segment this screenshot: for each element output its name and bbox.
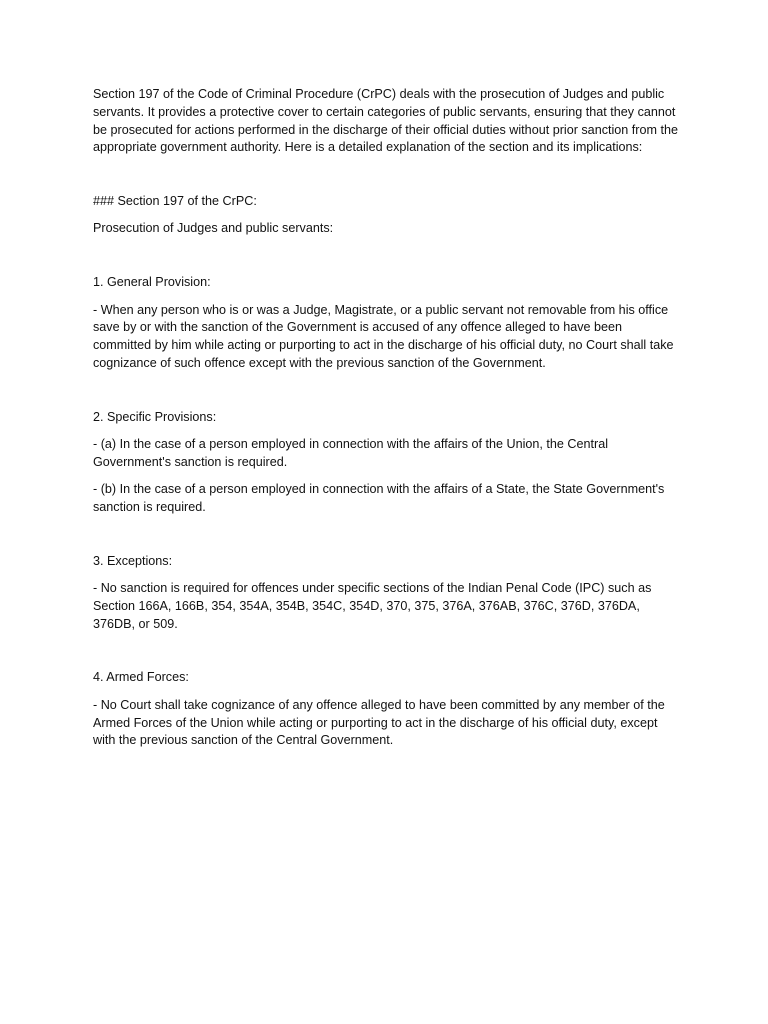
section-subheading: Prosecution of Judges and public servants: — [93, 221, 334, 236]
section-title-general-provision: 1. General Provision: — [93, 275, 211, 290]
section-heading: ### Section 197 of the CrPC: — [93, 194, 257, 209]
section-title-armed-forces: 4. Armed Forces: — [93, 670, 189, 685]
document-body — [93, 86, 683, 760]
section-title-exceptions: 3. Exceptions: — [93, 553, 173, 568]
bullet-general-provision: - When any person who is or was a Judge, Magistrate, or a public servant not removable from his office save by or with the sanction of the Government is accused of any offence alleged to have been committed by him while acting or purporting to act in the discharge of his official duty, no Court shall take cognizance of such offence except with the previous sanction of the Government. — [93, 302, 674, 370]
bullet-specific-provision-b: - (b) In the case of a person employed in connection with the affairs of a State, the State Government's sanction is required. — [93, 482, 665, 514]
bullet-armed-forces: - No Court shall take cognizance of any offence alleged to have been committed by any member of the Armed Forces of the Union while acting or purporting to act in the discharge of his official duty, except with the previous sanction of the Central Government. — [93, 697, 665, 748]
intro-paragraph: Section 197 of the Code of Criminal Procedure (CrPC) deals with the prosecution of Judges and public servants. It provides a protective cover to certain categories of public servants, ensuring that they cannot be prosecuted for actions performed in the discharge of their official duties without prior sanction from the appropriate government authority. Here is a detailed explanation of the section and its implications: — [93, 87, 678, 155]
bullet-exceptions: - No sanction is required for offences under specific sections of the Indian Penal Code (IPC) such as Section 166A, 166B, 354, 354A, 354B, 354C, 354D, 370, 375, 376A, 376AB, 376C, 376D, 376DA, 376DB, or 509. — [93, 581, 652, 631]
section-title-specific-provisions: 2. Specific Provisions: — [93, 409, 217, 424]
bullet-specific-provision-a: - (a) In the case of a person employed in connection with the affairs of the Union, the Central Government's sanction is required. — [93, 437, 609, 469]
